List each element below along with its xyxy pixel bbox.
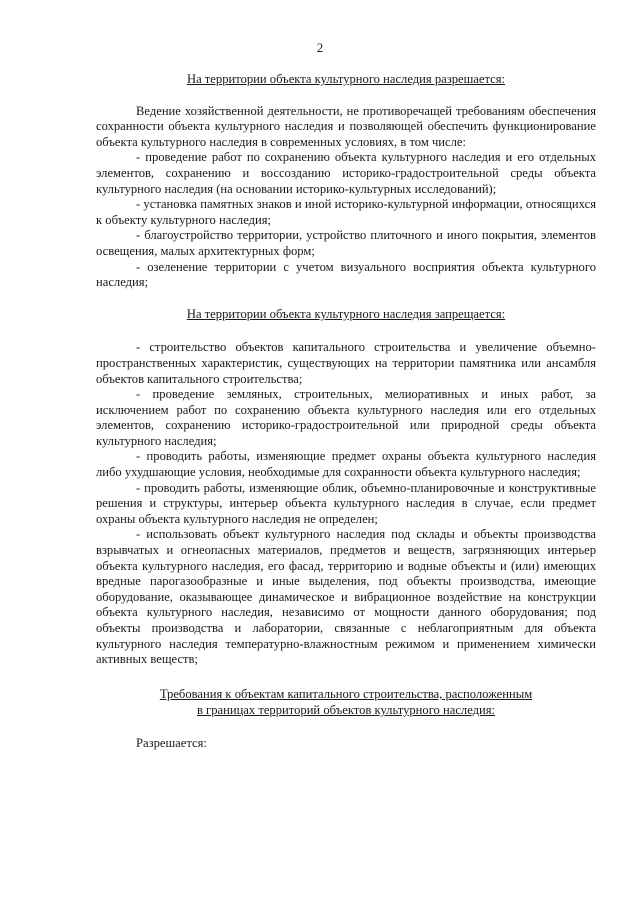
allowed-list — [96, 104, 596, 291]
heading-capital-line-1: Требования к объектам капитального строительства, расположенным — [159, 686, 533, 701]
prohibited-list — [96, 340, 596, 667]
allowed-item: - благоустройство территории, устройство плиточного и иного покрытия, элементов освещения, малых архитектурных форм; — [96, 228, 596, 258]
document-body — [96, 70, 596, 751]
allowed-item: - проведение работ по сохранению объекта культурного наследия и его отдельных элементов, сохранению и воссозданию историко-градостроительной среды объекта культурного наследия (на основании историко-культурных исследований); — [96, 150, 596, 196]
allowed-label: Разрешается: — [136, 735, 207, 750]
allowed-item: - озеленение территории с учетом визуального восприятия объекта культурного наследия; — [96, 259, 596, 290]
prohibited-item: - использовать объект культурного наследия под склады и объекты производства взрывчатых и огнеопасных материалов, предметов и веществ, загрязняющих интерьер объекта культурного наследия, его фасад, территорию и водные объекты и (или) имеющих вредные парогазообразные и иные выделения, под объекты производства, имеющие оборудование, оказывающее динамическое и вибрационное воздействие на конструкции объекта культурного наследия, независимо от мощности данного оборудования; под объекты производства и лаборатории, связанные с неблагоприятным для объекта культурного наследия температурно-влажностным режимом и применением химически активных веществ; — [96, 527, 596, 667]
prohibited-item: - проводить работы, изменяющие облик, объемно-планировочные и конструктивные решения и структуры, интерьер объекта культурного наследия в случае, если предмет охраны объекта культурного наследия не определен; — [96, 480, 596, 526]
allowed-item: - установка памятных знаков и иной историко-культурной информации, относящихся к объекту культурного наследия; — [96, 197, 596, 227]
heading-prohibited: На территории объекта культурного наследия запрещается: — [186, 306, 506, 321]
heading-allowed: На территории объекта культурного наследия разрешается: — [186, 72, 506, 86]
prohibited-item: - проводить работы, изменяющие предмет охраны объекта культурного наследия либо ухудшающие условия, необходимые для сохранности объекта культурного наследия; — [96, 449, 596, 480]
prohibited-item: - строительство объектов капитального строительства и увеличение объемно-пространственных характеристик, существующих на территории памятника или ансамбля объектов капитального строительства; — [96, 340, 596, 386]
allowed-intro-paragraph: Ведение хозяйственной деятельности, не противоречащей требованиям обеспечения сохранности объекта культурного наследия и позволяющей обеспечить функционирование объекта культурного наследия в современных условиях, в том числе: — [96, 103, 596, 149]
heading-capital-line-2: в границах территорий объектов культурного наследия: — [196, 702, 496, 717]
heading-capital-construction — [96, 686, 596, 718]
page-number: 2 — [316, 40, 324, 55]
prohibited-item: - проведение земляных, строительных, мелиоративных и иных работ, за исключением работ по сохранению объекта культурного наследия или его отдельных элементов, сохранению историко-градостроительной или природной среды объекта культурного наследия; — [96, 387, 596, 448]
